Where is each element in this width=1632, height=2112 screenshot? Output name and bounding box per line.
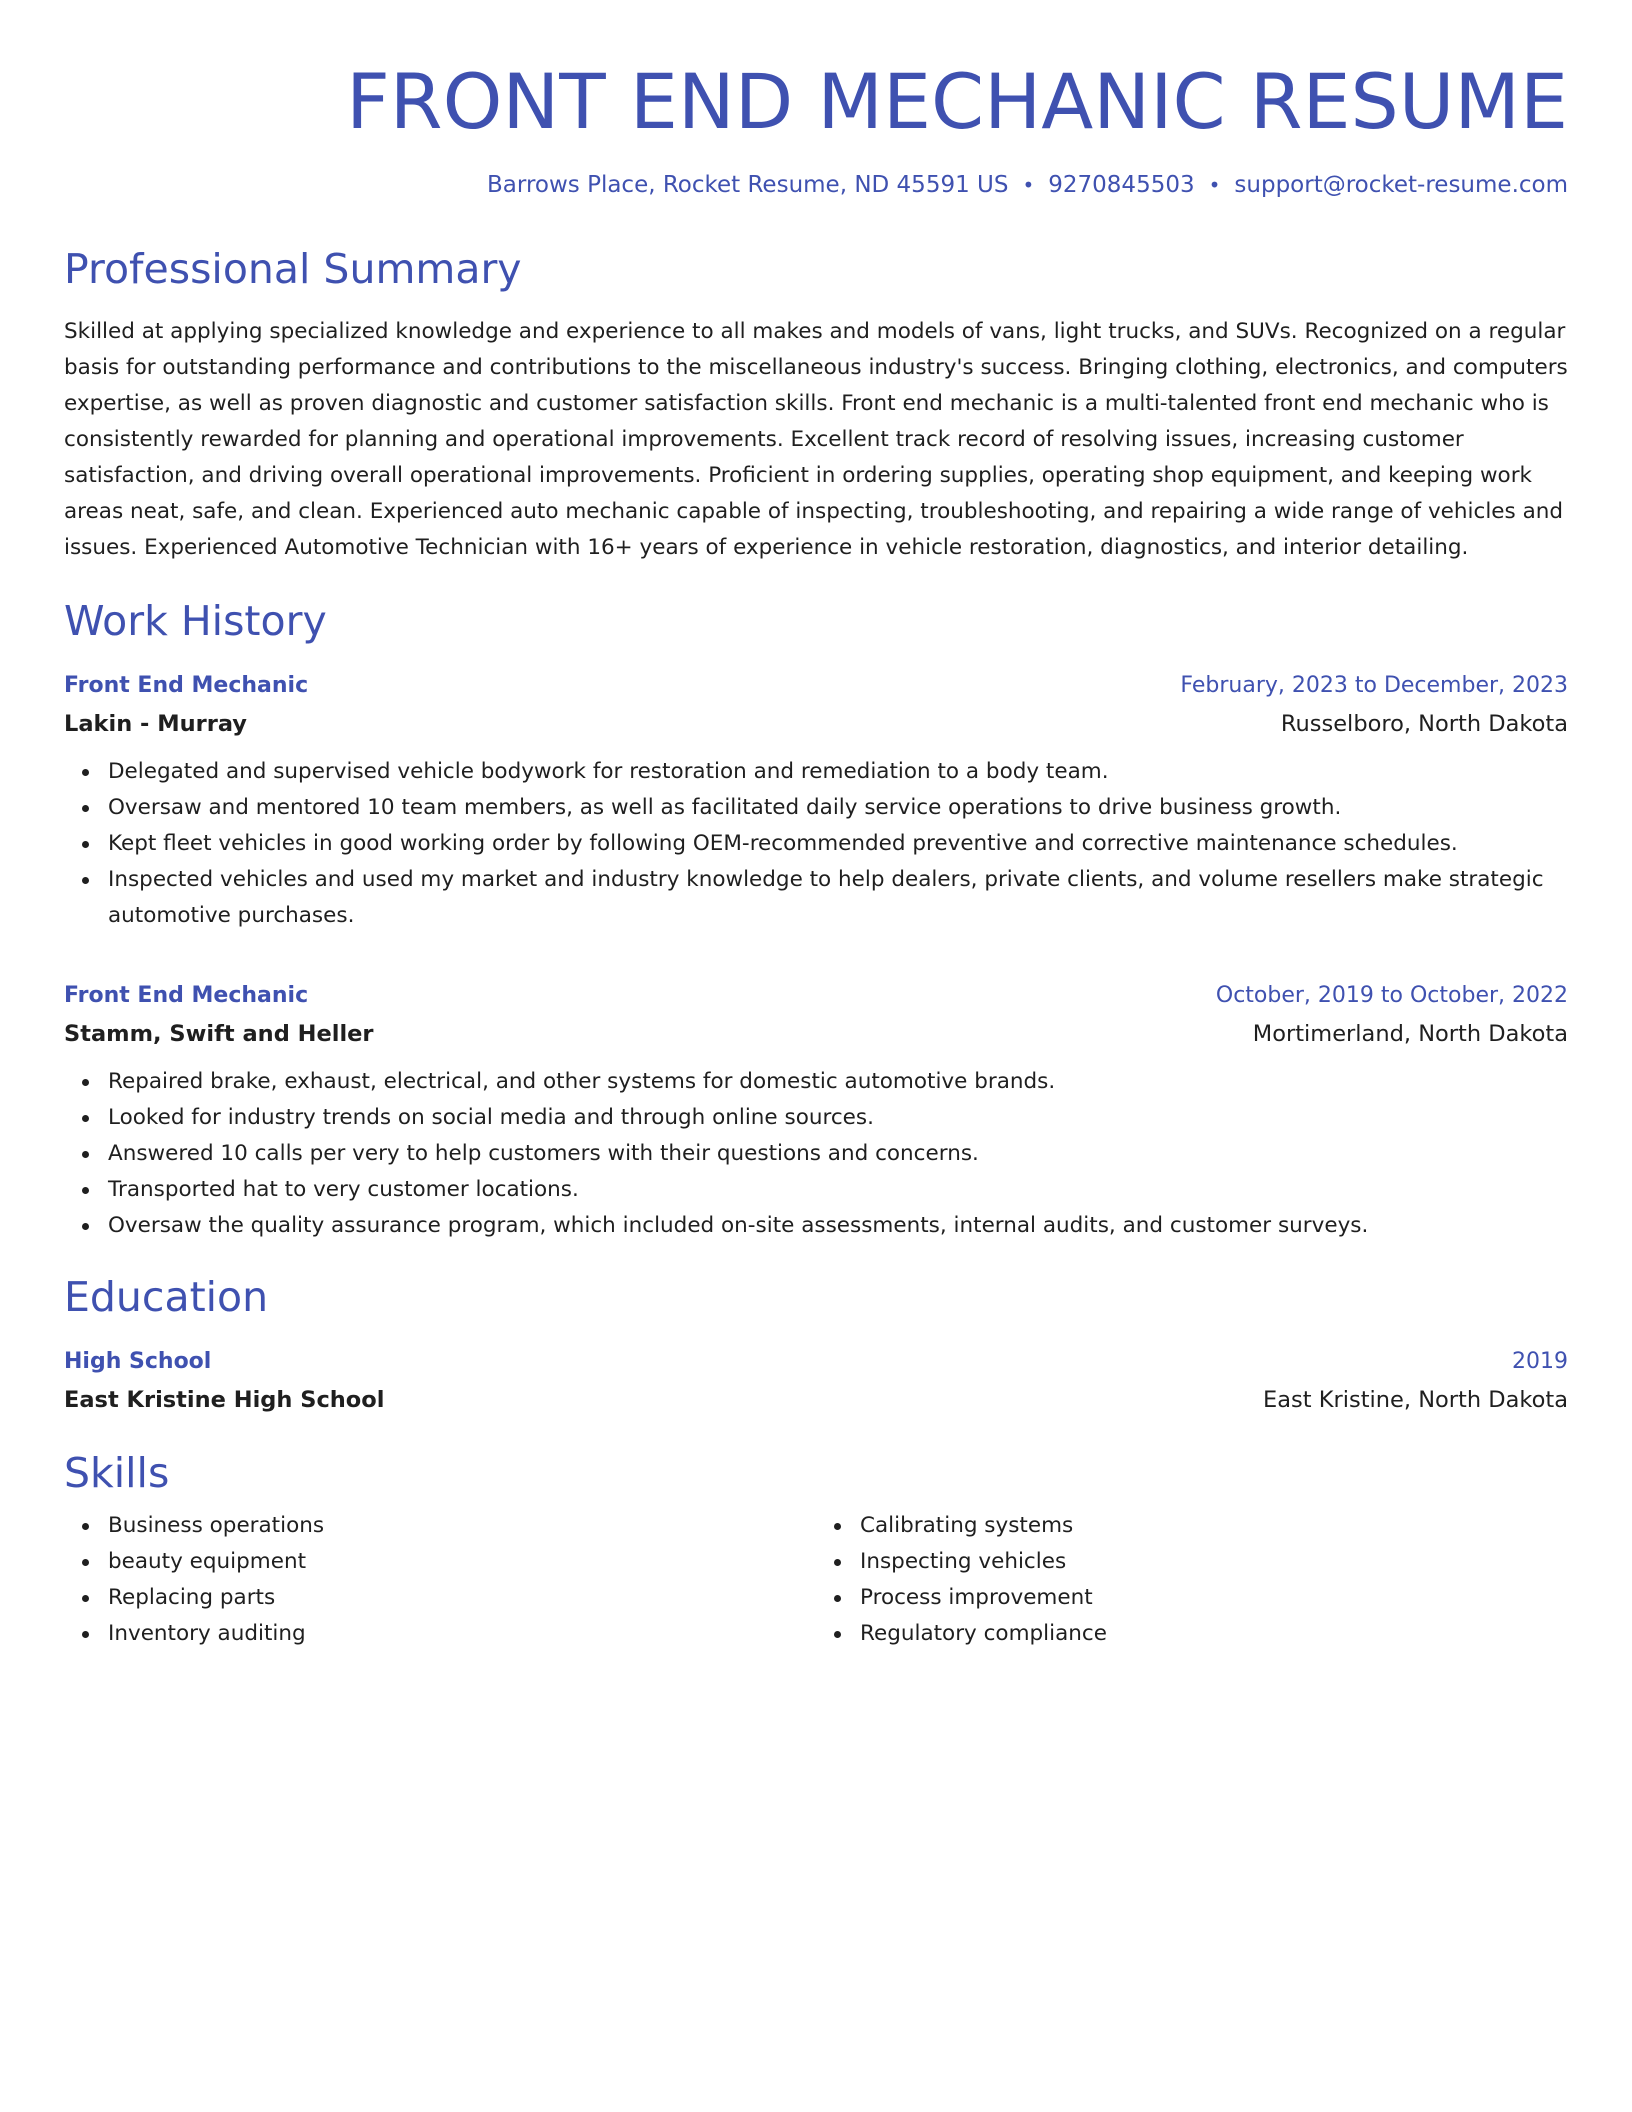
- skill-item: beauty equipment: [108, 1544, 816, 1580]
- work-history-heading: Work History: [64, 597, 327, 645]
- job-title: Front End Mechanic: [64, 673, 309, 698]
- job-dates: October, 2019 to October, 2022: [1215, 983, 1568, 1008]
- list-item: Kept fleet vehicles in good working order by following OEM-recommended preventive and corrective maintenance schedules.: [108, 826, 1568, 862]
- contact-address: Barrows Place, Rocket Resume, ND 45591 US: [487, 172, 1009, 198]
- list-item: Oversaw the quality assurance program, which included on-site assessments, internal audits, and customer surveys.: [108, 1208, 1568, 1244]
- skills-list-left: [64, 1508, 816, 1652]
- list-item: Inspected vehicles and used my market and industry knowledge to help dealers, private clients, and volume resellers make strategic automotive purchases.: [108, 862, 1568, 934]
- job-entry: [64, 668, 1568, 934]
- job-dates: February, 2023 to December, 2023: [1180, 673, 1568, 698]
- contact-phone: 9270845503: [1048, 172, 1195, 198]
- list-item: Answered 10 calls per very to help customers with their questions and concerns.: [108, 1136, 1568, 1172]
- list-item: Repaired brake, exhaust, electrical, and other systems for domestic automotive brands.: [108, 1064, 1568, 1100]
- education-heading: Education: [64, 1273, 269, 1321]
- contact-email: support@rocket-resume.com: [1234, 172, 1568, 198]
- skill-item: Process improvement: [860, 1580, 1568, 1616]
- education-year: 2019: [1512, 1349, 1568, 1374]
- education-location: East Kristine, North Dakota: [1263, 1387, 1568, 1413]
- list-item: Transported hat to very customer locations.: [108, 1172, 1568, 1208]
- skills-list-right: [816, 1508, 1568, 1652]
- education-school: East Kristine High School: [64, 1387, 385, 1413]
- skills-grid: [64, 1508, 1568, 1652]
- job-duties-list: [64, 754, 1568, 934]
- resume-title: FRONT END MECHANIC RESUME: [346, 57, 1568, 146]
- summary-text: Skilled at applying specialized knowledge and experience to all makes and models of vans, light trucks, and SUVs. Recognized on a regular basis for outstanding performance and contributions to the miscellaneous industry's success. Bringing clothing, electronics, and computers expertise, as well as proven diagnostic and customer satisfaction skills. Front end mechanic is a multi-talented front end mechanic who is consistently rewarded for planning and operational improvements. Excellent track record of resolving issues, increasing customer satisfaction, and driving overall operational improvements. Proficient in ordering supplies, operating shop equipment, and keeping work areas neat, safe, and clean. Experienced auto mechanic capable of inspecting, troubleshooting, and repairing a wide range of vehicles and issues. Experienced Automotive Technician with 16+ years of experience in vehicle restoration, diagnostics, and interior detailing.: [64, 319, 1568, 560]
- job-company: Lakin - Murray: [64, 711, 247, 737]
- education-degree: High School: [64, 1349, 212, 1374]
- list-item: Oversaw and mentored 10 team members, as well as facilitated daily service operations to drive business growth.: [108, 790, 1568, 826]
- list-item: Delegated and supervised vehicle bodywork for restoration and remediation to a body team.: [108, 754, 1568, 790]
- skill-item: Business operations: [108, 1508, 816, 1544]
- job-title: Front End Mechanic: [64, 983, 309, 1008]
- education-entry: [64, 1344, 1568, 1420]
- skill-item: Replacing parts: [108, 1580, 816, 1616]
- contact-separator: •: [1208, 173, 1221, 197]
- list-item: Looked for industry trends on social media and through online sources.: [108, 1100, 1568, 1136]
- job-company: Stamm, Swift and Heller: [64, 1021, 374, 1047]
- job-location: Mortimerland, North Dakota: [1252, 1021, 1568, 1047]
- skill-item: Inventory auditing: [108, 1616, 816, 1652]
- skills-heading: Skills: [64, 1449, 170, 1497]
- skill-item: Regulatory compliance: [860, 1616, 1568, 1652]
- resume-header: [64, 52, 1568, 198]
- job-entry: [64, 978, 1568, 1244]
- job-duties-list: [64, 1064, 1568, 1244]
- skill-item: Inspecting vehicles: [860, 1544, 1568, 1580]
- summary-heading: Professional Summary: [64, 245, 522, 293]
- skill-item: Calibrating systems: [860, 1508, 1568, 1544]
- contact-separator: •: [1022, 173, 1035, 197]
- job-location: Russelboro, North Dakota: [1280, 711, 1568, 737]
- contact-line: [64, 172, 1568, 198]
